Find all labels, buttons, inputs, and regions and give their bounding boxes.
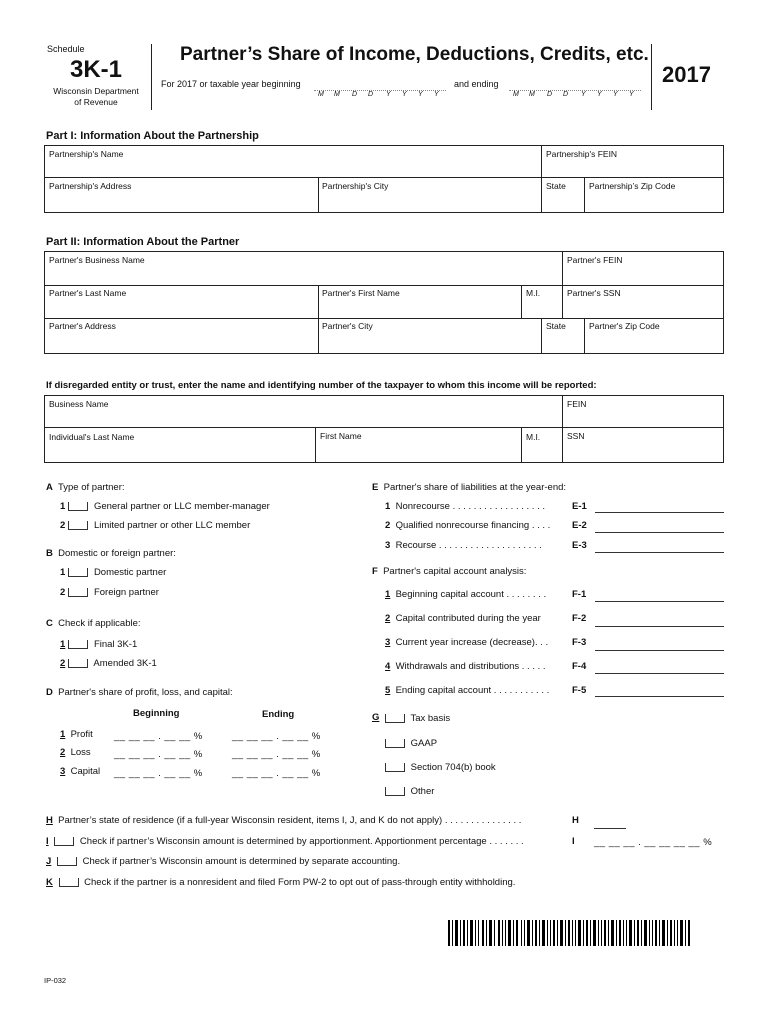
section-e-item-1: 1 Nonrecourse . . . . . . . . . . . . . . . . . . — [385, 501, 545, 512]
checkbox[interactable] — [68, 502, 88, 511]
ending-header: Ending — [262, 709, 295, 720]
partner-state-field[interactable]: State — [546, 321, 566, 331]
checkbox[interactable] — [68, 640, 88, 649]
checkbox[interactable] — [57, 857, 77, 866]
section-d-title: D Partner's share of profit, loss, and capital: — [46, 687, 233, 698]
e2-amount-field[interactable] — [595, 532, 724, 533]
checkbox[interactable] — [385, 787, 405, 796]
part2-heading: Part II: Information About the Partner — [46, 236, 240, 248]
checkbox[interactable] — [54, 837, 74, 846]
f2-amount-field[interactable] — [595, 626, 724, 627]
disregarded-box — [44, 395, 724, 463]
partnership-info-box — [44, 145, 724, 213]
code-i: I — [572, 836, 575, 847]
section-h: H Partner’s state of residence (if a full-year Wisconsin resident, items I, J, and K do not apply) . . . . . . . . . . . . . . . — [46, 815, 522, 826]
checkbox[interactable] — [68, 588, 88, 597]
partner-fein-field[interactable]: Partner's FEIN — [567, 255, 623, 265]
code-f2: F-2 — [572, 613, 587, 624]
e3-amount-field[interactable] — [595, 552, 724, 553]
disregarded-ssn-field[interactable]: SSN — [567, 431, 585, 441]
e1-amount-field[interactable] — [595, 512, 724, 513]
capital-beginning-pct[interactable]: __ __ __ . __ __ % — [114, 768, 203, 779]
section-a-title: A Type of partner: — [46, 482, 125, 493]
section-f-item-2: 2 Capital contributed during the year — [385, 613, 541, 624]
section-j[interactable]: J Check if partner’s Wisconsin amount is determined by separate accounting. — [46, 856, 401, 867]
capital-ending-pct[interactable]: __ __ __ . __ __ % — [232, 768, 321, 779]
partner-mi-field[interactable]: M.I. — [526, 288, 541, 298]
partnership-address-field[interactable]: Partnership's Address — [49, 181, 132, 191]
section-f-item-1: 1 Beginning capital account . . . . . . . . — [385, 589, 547, 600]
f5-amount-field[interactable] — [595, 696, 724, 697]
department-name: Wisconsin Department of Revenue — [53, 86, 139, 107]
section-b-item-2[interactable]: 2 Foreign partner — [60, 587, 159, 598]
section-e-item-3: 3 Recourse . . . . . . . . . . . . . . . . . . . . — [385, 540, 542, 551]
checkbox[interactable] — [68, 521, 88, 530]
checkbox[interactable] — [385, 739, 405, 748]
loss-beginning-pct[interactable]: __ __ __ . __ __ % — [114, 749, 203, 760]
g-tax-basis-option[interactable]: Tax basis — [382, 713, 450, 724]
section-a-item-1[interactable]: 1 General partner or LLC member-manager — [60, 501, 270, 512]
code-f5: F-5 — [572, 685, 587, 696]
partnership-name-field[interactable]: Partnership's Name — [49, 149, 124, 159]
disregarded-heading: If disregarded entity or trust, enter the name and identifying number of the taxpayer to whom this income will be reported: — [46, 380, 597, 391]
partner-business-name-field[interactable]: Partner's Business Name — [49, 255, 145, 265]
f3-amount-field[interactable] — [595, 650, 724, 651]
checkbox[interactable] — [68, 568, 88, 577]
i-apportionment-pct[interactable]: __ __ __ . __ __ __ __ % — [594, 837, 713, 848]
partner-info-box — [44, 251, 724, 354]
code-e2: E-2 — [572, 520, 587, 531]
section-f-item-3: 3 Current year increase (decrease). . . — [385, 637, 549, 648]
loss-row: 2 Loss — [60, 747, 91, 758]
disregarded-first-name-field[interactable]: First Name — [320, 431, 362, 441]
loss-ending-pct[interactable]: __ __ __ . __ __ % — [232, 749, 321, 760]
profit-ending-pct[interactable]: __ __ __ . __ __ % — [232, 731, 321, 742]
profit-row: 1 Profit — [60, 729, 93, 740]
code-e1: E-1 — [572, 501, 587, 512]
partnership-city-field[interactable]: Partnership's City — [322, 181, 389, 191]
g-other-option[interactable]: Other — [382, 786, 434, 797]
and-ending-text: and ending — [454, 79, 499, 89]
tax-year-text: For 2017 or taxable year beginning — [161, 79, 301, 89]
section-i[interactable]: I Check if partner’s Wisconsin amount is determined by apportionment. Apportionment percentage . . . . . . . — [46, 836, 524, 847]
code-f1: F-1 — [572, 589, 587, 600]
h-state-field[interactable] — [594, 828, 626, 829]
g-704b-option[interactable]: Section 704(b) book — [382, 762, 496, 773]
partner-zip-field[interactable]: Partner's Zip Code — [589, 321, 660, 331]
f4-amount-field[interactable] — [595, 673, 724, 674]
disregarded-last-name-field[interactable]: Individual's Last Name — [49, 432, 135, 442]
partnership-state-field[interactable]: State — [546, 181, 566, 191]
partnership-zip-field[interactable]: Partnership’s Zip Code — [589, 181, 676, 191]
beginning-header: Beginning — [133, 708, 180, 719]
partnership-fein-field[interactable]: Partnership's FEIN — [546, 149, 618, 159]
section-g-letter: G — [372, 712, 380, 723]
code-f3: F-3 — [572, 637, 587, 648]
section-e-title: E Partner's share of liabilities at the year-end: — [372, 482, 567, 493]
code-e3: E-3 — [572, 540, 587, 551]
checkbox[interactable] — [385, 763, 405, 772]
g-gaap-option[interactable]: GAAP — [382, 738, 437, 749]
profit-beginning-pct[interactable]: __ __ __ . __ __ % — [114, 731, 203, 742]
form-id: IP-032 — [44, 976, 67, 985]
form-year: 2017 — [662, 62, 711, 87]
section-b-item-1[interactable]: 1 Domestic partner — [60, 567, 167, 578]
section-a-item-2[interactable]: 2 Limited partner or other LLC member — [60, 520, 251, 531]
form-number: 3K-1 — [70, 56, 123, 83]
disregarded-fein-field[interactable]: FEIN — [567, 399, 587, 409]
checkbox[interactable] — [385, 714, 405, 723]
barcode-icon — [448, 920, 690, 946]
section-c-item-1[interactable]: 1 Final 3K-1 — [60, 639, 138, 650]
partner-ssn-field[interactable]: Partner's SSN — [567, 288, 621, 298]
partner-address-field[interactable]: Partner's Address — [49, 321, 116, 331]
section-b-title: B Domestic or foreign partner: — [46, 548, 176, 559]
checkbox[interactable] — [59, 878, 79, 887]
part1-heading: Part I: Information About the Partnership — [46, 130, 259, 142]
section-k[interactable]: K Check if the partner is a nonresident and filed Form PW-2 to opt out of pass-through entity withholding. — [46, 877, 516, 888]
checkbox[interactable] — [68, 659, 88, 668]
code-f4: F-4 — [572, 661, 587, 672]
disregarded-mi-field[interactable]: M.I. — [526, 432, 541, 442]
f1-amount-field[interactable] — [595, 601, 724, 602]
section-f-item-4: 4 Withdrawals and distributions . . . . . — [385, 661, 546, 672]
partner-last-name-field[interactable]: Partner's Last Name — [49, 288, 127, 298]
schedule-label: Schedule — [47, 44, 85, 54]
code-h: H — [572, 815, 579, 826]
partner-city-field[interactable]: Partner's City — [322, 321, 373, 331]
section-f-item-5: 5 Ending capital account . . . . . . . . . . . — [385, 685, 550, 696]
section-c-title: C Check if applicable: — [46, 618, 141, 629]
section-e-item-2: 2 Qualified nonrecourse financing . . . . — [385, 520, 551, 531]
disregarded-business-field[interactable]: Business Name — [49, 399, 109, 409]
section-c-item-2[interactable]: 2 Amended 3K-1 — [60, 658, 157, 669]
section-f-title: F Partner's capital account analysis: — [372, 566, 527, 577]
partner-first-name-field[interactable]: Partner's First Name — [322, 288, 400, 298]
capital-row: 3 Capital — [60, 766, 101, 777]
form-title: Partner’s Share of Income, Deductions, Credits, etc. — [180, 44, 649, 65]
